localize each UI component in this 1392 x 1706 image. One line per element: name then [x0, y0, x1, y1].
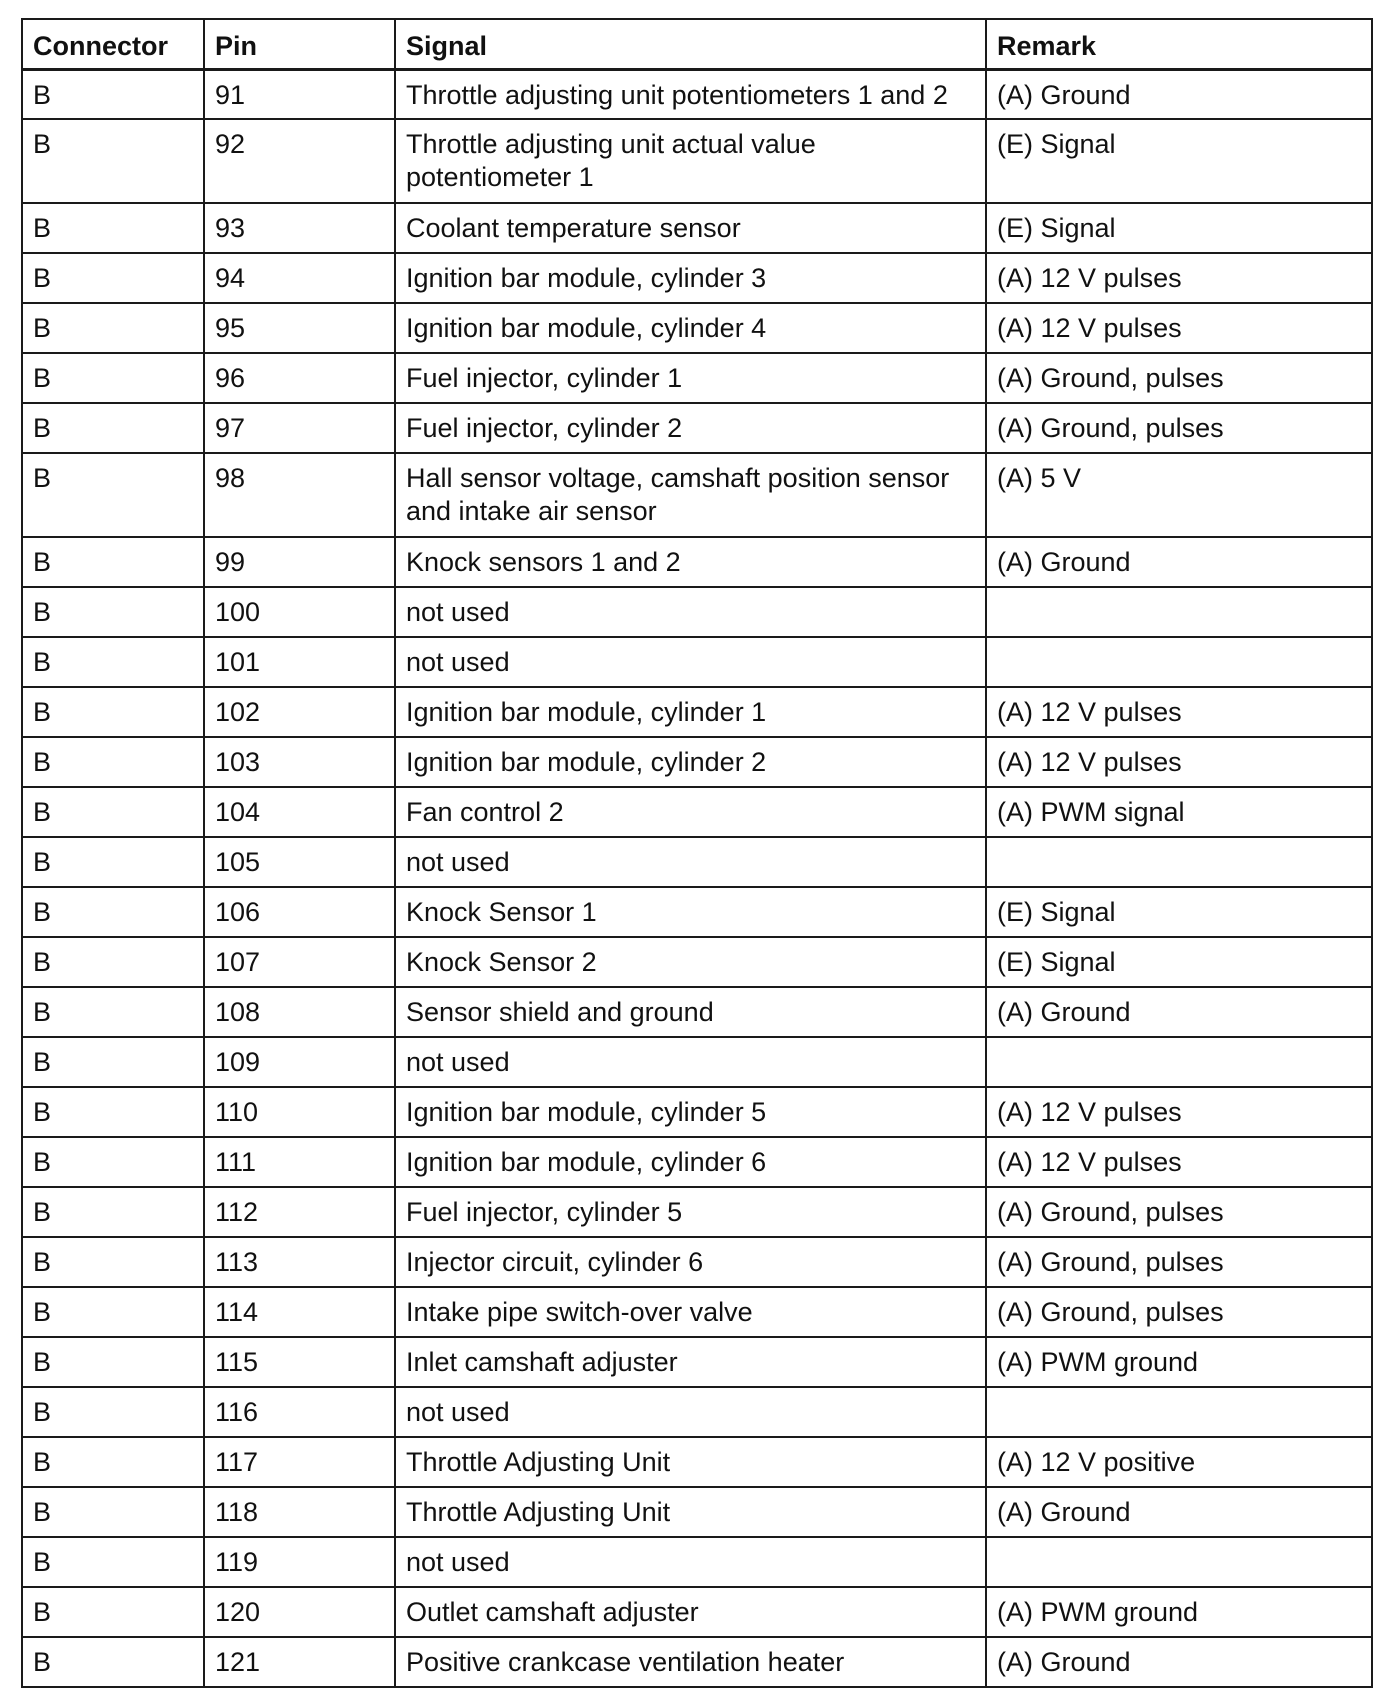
cell-remark: (A) 12 V pulses: [986, 687, 1372, 737]
cell-signal: Positive crankcase ventilation heater: [395, 1637, 986, 1687]
cell-pin: 93: [204, 203, 395, 253]
table-row: [22, 1487, 1372, 1537]
table-row: [22, 987, 1372, 1037]
cell-signal: Fuel injector, cylinder 1: [395, 353, 986, 403]
table-row: [22, 1237, 1372, 1287]
table-row: [22, 737, 1372, 787]
cell-connector: B: [22, 119, 204, 203]
table-row: [22, 1637, 1372, 1687]
cell-pin: 116: [204, 1387, 395, 1437]
cell-connector: B: [22, 1487, 204, 1537]
table-row: [22, 1537, 1372, 1587]
table-row: [22, 69, 1372, 119]
cell-connector: B: [22, 787, 204, 837]
table-row: [22, 1187, 1372, 1237]
table-row: [22, 837, 1372, 887]
table-row: [22, 403, 1372, 453]
cell-signal: Ignition bar module, cylinder 1: [395, 687, 986, 737]
cell-remark: (A) Ground, pulses: [986, 1187, 1372, 1237]
cell-pin: 112: [204, 1187, 395, 1237]
cell-signal: Knock sensors 1 and 2: [395, 537, 986, 587]
header-remark: Remark: [986, 19, 1372, 69]
cell-connector: B: [22, 637, 204, 687]
cell-signal: Throttle adjusting unit actual value potentiometer 1: [395, 119, 986, 203]
cell-connector: B: [22, 1437, 204, 1487]
cell-pin: 94: [204, 253, 395, 303]
cell-remark: [986, 1537, 1372, 1587]
cell-pin: 117: [204, 1437, 395, 1487]
cell-pin: 95: [204, 303, 395, 353]
cell-signal: Ignition bar module, cylinder 2: [395, 737, 986, 787]
cell-remark: (A) Ground: [986, 537, 1372, 587]
cell-signal: Fan control 2: [395, 787, 986, 837]
cell-pin: 113: [204, 1237, 395, 1287]
cell-remark: (A) Ground, pulses: [986, 1287, 1372, 1337]
table-row: [22, 1437, 1372, 1487]
table-row: [22, 253, 1372, 303]
cell-signal: not used: [395, 837, 986, 887]
table-row: [22, 1037, 1372, 1087]
cell-remark: (A) 12 V pulses: [986, 737, 1372, 787]
table-row: [22, 1087, 1372, 1137]
cell-connector: B: [22, 453, 204, 537]
cell-connector: B: [22, 253, 204, 303]
cell-connector: B: [22, 937, 204, 987]
cell-remark: [986, 1037, 1372, 1087]
table-row: [22, 937, 1372, 987]
cell-connector: B: [22, 687, 204, 737]
cell-pin: 109: [204, 1037, 395, 1087]
cell-signal: not used: [395, 1037, 986, 1087]
pin-assignment-table: [21, 18, 1373, 1688]
cell-remark: (E) Signal: [986, 937, 1372, 987]
cell-signal: Ignition bar module, cylinder 4: [395, 303, 986, 353]
cell-pin: 110: [204, 1087, 395, 1137]
cell-remark: (A) 12 V pulses: [986, 253, 1372, 303]
cell-pin: 97: [204, 403, 395, 453]
cell-signal: not used: [395, 637, 986, 687]
cell-pin: 105: [204, 837, 395, 887]
cell-connector: B: [22, 887, 204, 937]
table-row: [22, 887, 1372, 937]
cell-pin: 104: [204, 787, 395, 837]
cell-pin: 118: [204, 1487, 395, 1537]
cell-pin: 111: [204, 1137, 395, 1187]
cell-connector: B: [22, 1037, 204, 1087]
cell-signal: Coolant temperature sensor: [395, 203, 986, 253]
cell-pin: 99: [204, 537, 395, 587]
cell-remark: (A) 5 V: [986, 453, 1372, 537]
table-row: [22, 587, 1372, 637]
cell-signal: Outlet camshaft adjuster: [395, 1587, 986, 1637]
cell-remark: (A) 12 V pulses: [986, 1087, 1372, 1137]
cell-connector: B: [22, 1587, 204, 1637]
cell-connector: B: [22, 69, 204, 119]
cell-pin: 115: [204, 1337, 395, 1387]
cell-signal: Hall sensor voltage, camshaft position sensor and intake air sensor: [395, 453, 986, 537]
cell-connector: B: [22, 837, 204, 887]
cell-signal: Intake pipe switch-over valve: [395, 1287, 986, 1337]
cell-signal: Throttle Adjusting Unit: [395, 1487, 986, 1537]
table-row: [22, 119, 1372, 203]
cell-connector: B: [22, 537, 204, 587]
cell-signal: Ignition bar module, cylinder 6: [395, 1137, 986, 1187]
table-row: [22, 353, 1372, 403]
cell-connector: B: [22, 737, 204, 787]
cell-pin: 106: [204, 887, 395, 937]
cell-remark: (A) Ground: [986, 1637, 1372, 1687]
cell-pin: 102: [204, 687, 395, 737]
cell-signal: Knock Sensor 1: [395, 887, 986, 937]
cell-signal: Ignition bar module, cylinder 3: [395, 253, 986, 303]
cell-pin: 91: [204, 69, 395, 119]
cell-signal: Ignition bar module, cylinder 5: [395, 1087, 986, 1137]
cell-remark: [986, 637, 1372, 687]
cell-remark: (A) 12 V positive: [986, 1437, 1372, 1487]
cell-remark: (A) Ground, pulses: [986, 1237, 1372, 1287]
cell-connector: B: [22, 1537, 204, 1587]
cell-remark: [986, 587, 1372, 637]
cell-remark: [986, 1387, 1372, 1437]
cell-connector: B: [22, 987, 204, 1037]
cell-remark: (A) PWM signal: [986, 787, 1372, 837]
cell-connector: B: [22, 353, 204, 403]
cell-remark: (A) 12 V pulses: [986, 303, 1372, 353]
table-row: [22, 203, 1372, 253]
cell-remark: (A) PWM ground: [986, 1587, 1372, 1637]
cell-connector: B: [22, 403, 204, 453]
table-row: [22, 303, 1372, 353]
table-header-row: [22, 19, 1372, 69]
table-row: [22, 1587, 1372, 1637]
cell-connector: B: [22, 1087, 204, 1137]
cell-pin: 100: [204, 587, 395, 637]
cell-remark: (A) 12 V pulses: [986, 1137, 1372, 1187]
cell-signal: Inlet camshaft adjuster: [395, 1337, 986, 1387]
table-row: [22, 453, 1372, 537]
cell-connector: B: [22, 1237, 204, 1287]
cell-connector: B: [22, 1287, 204, 1337]
cell-pin: 101: [204, 637, 395, 687]
cell-remark: (A) Ground: [986, 69, 1372, 119]
cell-remark: (E) Signal: [986, 203, 1372, 253]
cell-pin: 120: [204, 1587, 395, 1637]
table-row: [22, 1287, 1372, 1337]
cell-signal: Throttle Adjusting Unit: [395, 1437, 986, 1487]
table-row: [22, 1387, 1372, 1437]
table-row: [22, 687, 1372, 737]
cell-pin: 96: [204, 353, 395, 403]
cell-pin: 92: [204, 119, 395, 203]
cell-remark: (A) Ground: [986, 1487, 1372, 1537]
cell-signal: Throttle adjusting unit potentiometers 1 and 2: [395, 69, 986, 119]
cell-connector: B: [22, 1387, 204, 1437]
cell-connector: B: [22, 1637, 204, 1687]
cell-remark: (A) Ground, pulses: [986, 353, 1372, 403]
header-pin: Pin: [204, 19, 395, 69]
cell-pin: 108: [204, 987, 395, 1037]
table-row: [22, 1137, 1372, 1187]
cell-signal: not used: [395, 587, 986, 637]
cell-signal: not used: [395, 1537, 986, 1587]
cell-connector: B: [22, 303, 204, 353]
cell-connector: B: [22, 587, 204, 637]
cell-pin: 121: [204, 1637, 395, 1687]
cell-pin: 107: [204, 937, 395, 987]
cell-signal: not used: [395, 1387, 986, 1437]
table-row: [22, 637, 1372, 687]
cell-remark: (E) Signal: [986, 119, 1372, 203]
cell-pin: 98: [204, 453, 395, 537]
cell-connector: B: [22, 203, 204, 253]
cell-remark: [986, 837, 1372, 887]
cell-pin: 103: [204, 737, 395, 787]
cell-pin: 114: [204, 1287, 395, 1337]
cell-signal: Knock Sensor 2: [395, 937, 986, 987]
cell-signal: Fuel injector, cylinder 2: [395, 403, 986, 453]
header-signal: Signal: [395, 19, 986, 69]
table-row: [22, 1337, 1372, 1387]
cell-signal: Sensor shield and ground: [395, 987, 986, 1037]
cell-remark: (A) Ground, pulses: [986, 403, 1372, 453]
cell-signal: Injector circuit, cylinder 6: [395, 1237, 986, 1287]
cell-connector: B: [22, 1337, 204, 1387]
cell-pin: 119: [204, 1537, 395, 1587]
cell-remark: (E) Signal: [986, 887, 1372, 937]
cell-remark: (A) PWM ground: [986, 1337, 1372, 1387]
cell-connector: B: [22, 1137, 204, 1187]
cell-remark: (A) Ground: [986, 987, 1372, 1037]
table-row: [22, 787, 1372, 837]
table-row: [22, 537, 1372, 587]
table-body: [22, 69, 1372, 1687]
header-connector: Connector: [22, 19, 204, 69]
cell-signal: Fuel injector, cylinder 5: [395, 1187, 986, 1237]
cell-connector: B: [22, 1187, 204, 1237]
